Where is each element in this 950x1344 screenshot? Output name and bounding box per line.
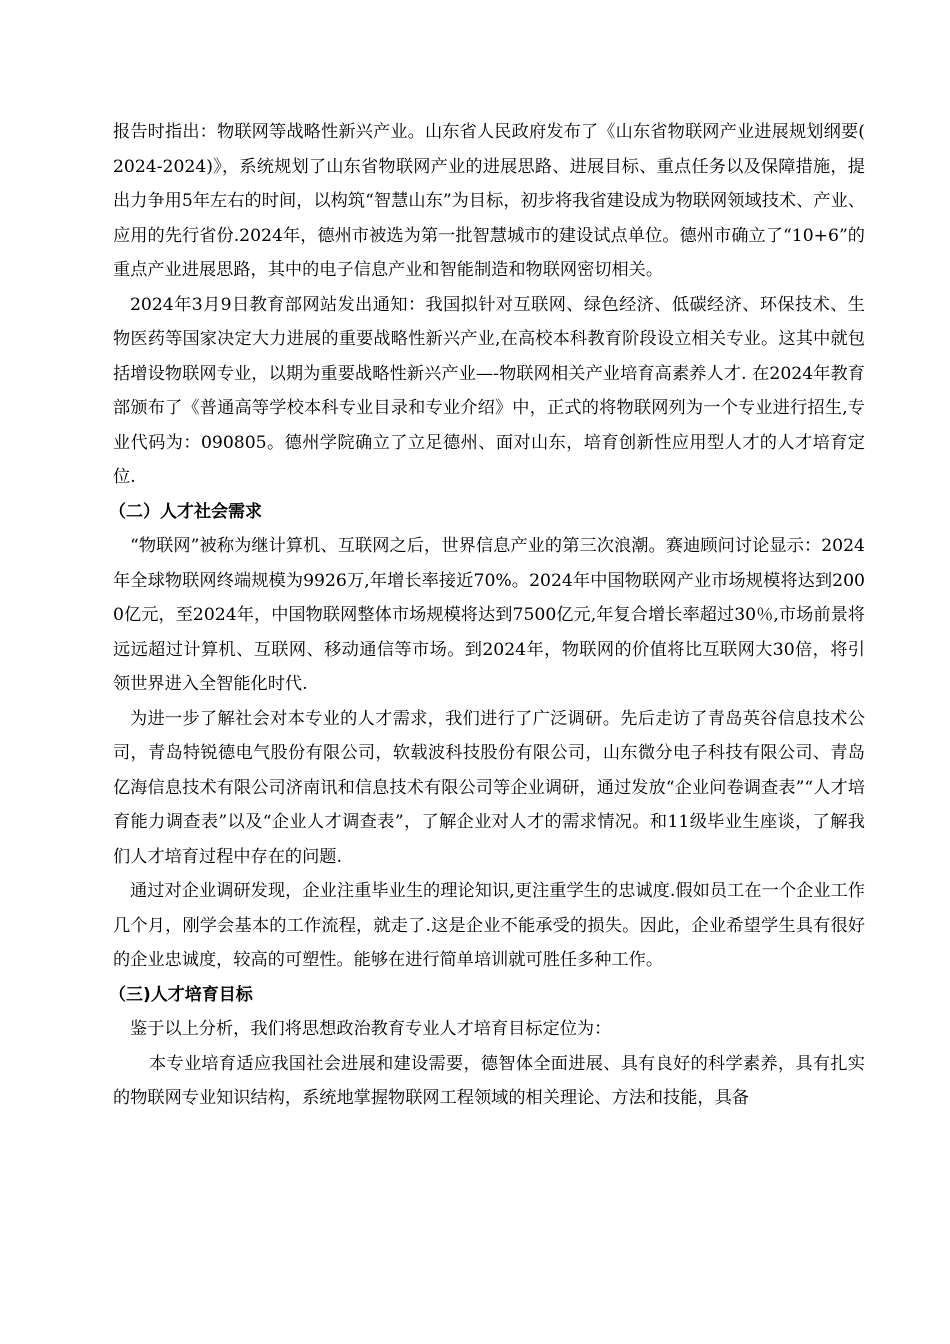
section-heading-training-goal: （三)人才培育目标 [109,984,253,1005]
document-body [109,115,865,1116]
paragraph-goal-definition: 本专业培育适应我国社会进展和建设需要，德智体全面进展、具有良好的科学素养，具有扎实的物联网专业知识结构，系统地掌握物联网工程领域的相关理论、方法和技能，具备 [113,1053,865,1108]
paragraph-survey: 为进一步了解社会对本专业的人才需求，我们进行了广泛调研。先后走访了青岛英谷信息技术公司，青岛特锐德电气股份有限公司，软载波科技股份有限公司，山东微分电子科技有限公司、青岛亿海信息技术有限公司济南讯和信息技术有限公司等企业调研，通过发放“企业问卷调查表”“人才培育能力调查表”以及“企业人才调查表”，了解企业对人才的需求情况。和11级毕业生座谈，了解我们人才培育过程中存在的问题. [113,708,865,867]
paragraph-shandong-plan: 报告时指出：物联网等战略性新兴产业。山东省人民政府发布了《山东省物联网产业进展规划纲要(2024-2024)》，系统规划了山东省物联网产业的进展思路、进展目标、重点任务以及保障措施，提出力争用5年左右的时间，以构筑“智慧山东”为目标，初步将我省建设成为物联网领域技术、产业、应用的先行省份.2024年，德州市被选为第一批智慧城市的建设试点单位。德州市确立了“10+6”的重点产业进展思路，其中的电子信息产业和智能制造和物联网密切相关。 [113,122,865,280]
paragraph-enterprise-findings: 通过对企业调研发现，企业注重毕业生的理论知识,更注重学生的忠诚度.假如员工在一个企业工作几个月，刚学会基本的工作流程，就走了.这是企业不能承受的损失。因此，企业希望学生具有很好的企业忠诚度，较高的可塑性。能够在进行简单培训就可胜任多种工作。 [113,881,865,970]
paragraph-ministry-notice: 2024年3月9日教育部网站发出通知：我国拟针对互联网、绿色经济、低碳经济、环保技术、生物医药等国家决定大力进展的重要战略性新兴产业,在高校本科教育阶段设立相关专业。这其中就包括增设物联网专业，以期为重要战略性新兴产业—-物联网相关产业培育高素养人才. 在2024年教育部颁布了《普通高等学校本科专业目录和专业介绍》中，正式的将物联网列为一个专业进行招生,专业代码为：090805。德州学院确立了立足德州、面对山东，培育创新性应用型人才的人才培育定位. [113,294,865,487]
paragraph-goal-intro: 鉴于以上分析，我们将思想政治教育专业人才培育目标定位为： [130,1019,612,1039]
paragraph-iot-market: “物联网”被称为继计算机、互联网之后，世界信息产业的第三次浪潮。赛迪顾问讨论显示：2024年全球物联网终端规模为9926万,年增长率接近70%。2024年中国物联网产业市场规模将达到2000亿元，至2024年，中国物联网整体市场规模将达到7500亿元,年复合增长率超过30％,市场前景将远远超过计算机、互联网、移动通信等市场。到2024年，物联网的价值将比互联网大30倍，将引领世界进入全智能化时代. [113,536,865,694]
section-heading-talent-demand: （二）人才社会需求 [109,501,262,522]
